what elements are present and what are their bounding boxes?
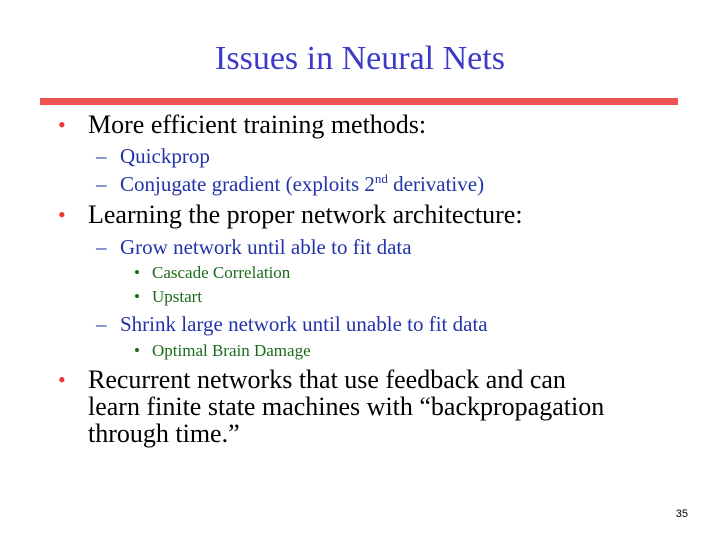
bullet-line: learn finite state machines with “backpropagation	[88, 392, 605, 421]
bullet-line: Recurrent networks that use feedback and can	[88, 365, 566, 394]
bullet-marker: •	[58, 202, 66, 227]
bullet-text	[88, 366, 604, 447]
sub-bullet-text: Shrink large network until unable to fit data	[120, 312, 488, 336]
text-after-superscript: derivative)	[387, 172, 485, 196]
dot-marker: •	[134, 287, 140, 306]
sub-sub-bullet-text: Upstart	[152, 287, 203, 306]
superscript: nd	[374, 171, 388, 186]
title-divider	[40, 98, 678, 105]
sub-sub-bullet-text: Cascade Correlation	[152, 263, 291, 282]
bullet-text: More efficient training methods:	[88, 110, 427, 139]
sub-bullet-text: Grow network until able to fit data	[120, 235, 412, 259]
dash-marker: –	[96, 235, 107, 259]
dash-marker: –	[96, 312, 107, 336]
sub-sub-bullet-text: Optimal Brain Damage	[152, 341, 311, 360]
dot-marker: •	[134, 263, 140, 282]
sub-bullet-text	[120, 172, 484, 196]
page-number: 35	[675, 508, 688, 520]
text-before-superscript: Conjugate gradient (exploits 2	[120, 172, 375, 196]
bullet-marker: •	[58, 112, 66, 137]
slide-title: Issues in Neural Nets	[215, 40, 505, 77]
dot-marker: •	[134, 341, 140, 360]
dash-marker: –	[96, 172, 107, 196]
bullet-marker: •	[58, 367, 66, 392]
bullet-line: through time.”	[88, 419, 240, 448]
dash-marker: –	[96, 144, 107, 168]
bullet-text: Learning the proper network architecture:	[88, 200, 523, 229]
sub-bullet-text: Quickprop	[120, 144, 210, 168]
